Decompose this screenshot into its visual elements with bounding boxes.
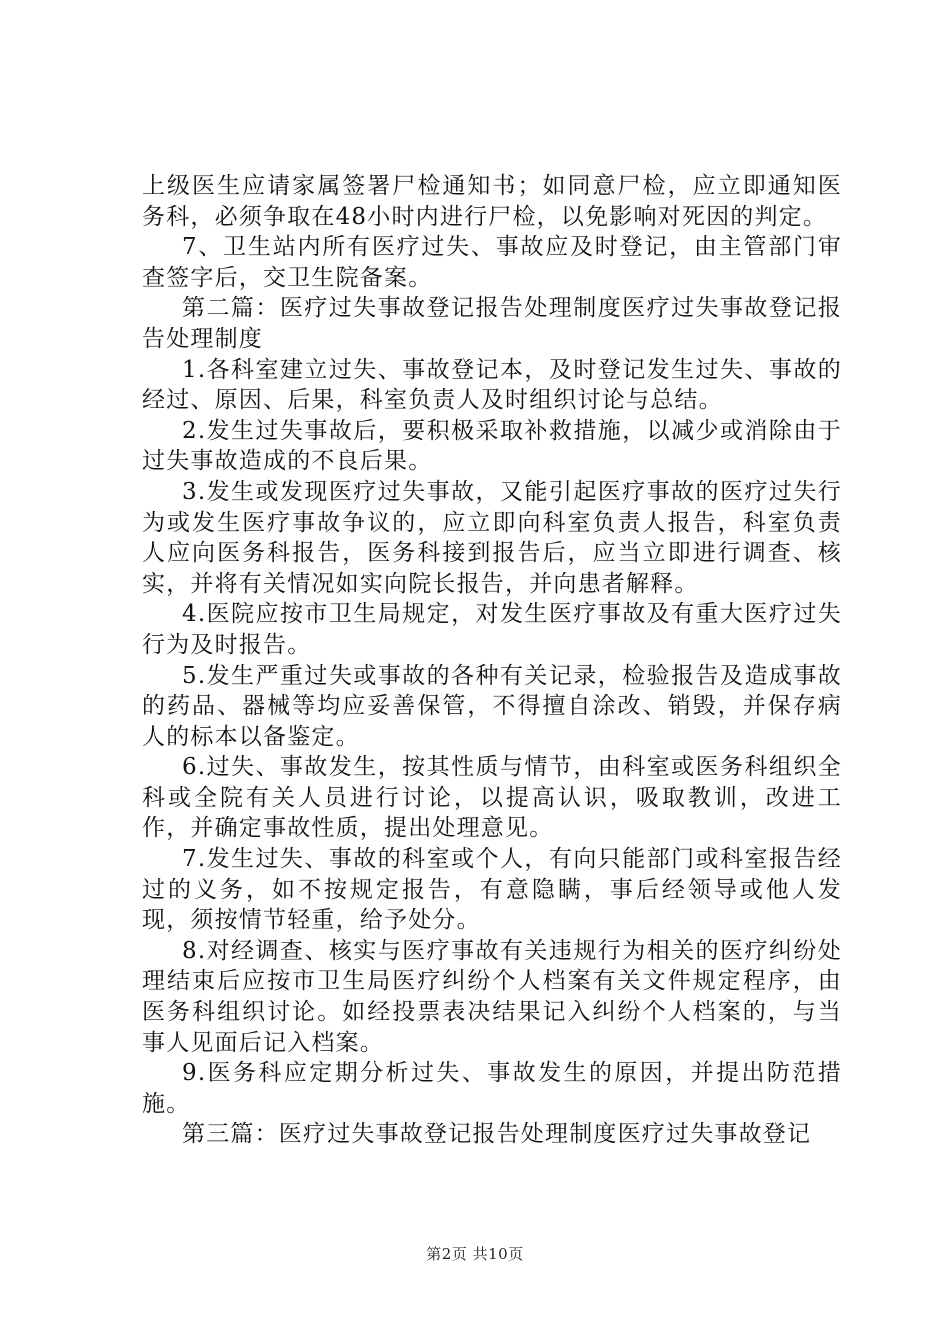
paragraph-rule-3: 3.发生或发现医疗过失事故，又能引起医疗事故的医疗过失行为或发生医疗事故争议的，应立即向科室负责人报告，科室负责人应向医务科报告，医务科接到报告后，应当立即进行调查、核实，并将有关情况如实向院长报告，并向患者解释。 <box>142 478 842 597</box>
paragraph-rule-7: 7.发生过失、事故的科室或个人，有向只能部门或科室报告经过的义务，如不按规定报告，有意隐瞒，事后经领导或他人发现，须按情节轻重，给予处分。 <box>142 846 842 934</box>
paragraph-rule-2: 2.发生过失事故后，要积极采取补救措施，以减少或消除由于过失事故造成的不良后果。 <box>142 417 842 475</box>
paragraph-continuation: 上级医生应请家属签署尸检通知书；如同意尸检，应立即通知医务科，必须争取在48小时内进行尸检，以免影响对死因的判定。 <box>142 173 842 230</box>
paragraph-rule-4: 4.医院应按市卫生局规定，对发生医疗事故及有重大医疗过失行为及时报告。 <box>142 601 842 658</box>
paragraph-rule-1: 1.各科室建立过失、事故登记本，及时登记发生过失、事故的经过、原因、后果，科室负责人及时组织讨论与总结。 <box>142 356 842 414</box>
document-body <box>142 171 842 1150</box>
page-number-label: 第2页 共10页 <box>426 1245 524 1263</box>
page-footer <box>0 1243 950 1264</box>
paragraph-item-7: 7、卫生站内所有医疗过失、事故应及时登记，由主管部门审查签字后，交卫生院备案。 <box>142 234 842 291</box>
paragraph-rule-5: 5.发生严重过失或事故的各种有关记录，检验报告及造成事故的药品、器械等均应妥善保管，不得擅自涂改、销毁，并保存病人的标本以备鉴定。 <box>142 662 842 750</box>
paragraph-rule-9: 9.医务科应定期分析过失、事故发生的原因，并提出防范措施。 <box>142 1060 842 1117</box>
paragraph-rule-8: 8.对经调查、核实与医疗事故有关违规行为相关的医疗纠纷处理结束后应按市卫生局医疗纠纷个人档案有关文件规定程序，由医务科组织讨论。如经投票表决结果记入纠纷个人档案的，与当事人见面后记入档案。 <box>142 937 842 1056</box>
paragraph-rule-6: 6.过失、事故发生，按其性质与情节，由科室或医务科组织全科或全院有关人员进行讨论，以提高认识，吸取教训，改进工作，并确定事故性质，提出处理意见。 <box>142 754 842 842</box>
section-heading-part-2: 第二篇：医疗过失事故登记报告处理制度医疗过失事故登记报告处理制度 <box>142 295 842 352</box>
section-heading-part-3: 第三篇：医疗过失事故登记报告处理制度医疗过失事故登记 <box>182 1121 812 1148</box>
